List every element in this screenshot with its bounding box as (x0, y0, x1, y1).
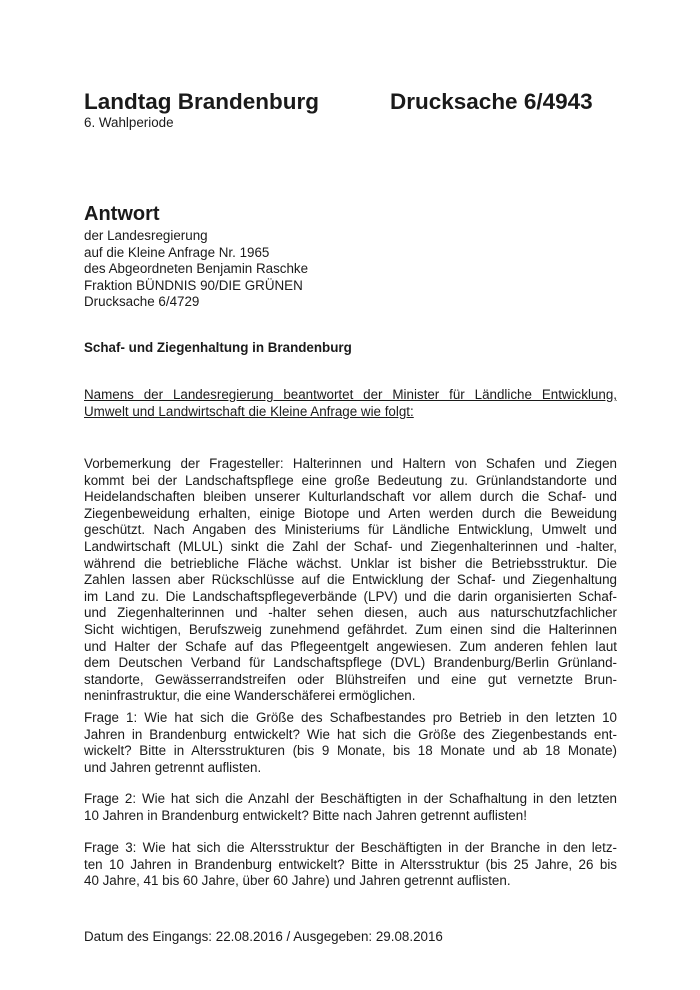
text-line: Zahlen lassen aber Rückschlüsse auf die Entwicklung der Schaf- und Ziegenhaltung (84, 572, 617, 588)
text-line: Ziegenbeweidung erhalten, einige Biotope und Arten werden durch die Beweidung (84, 505, 617, 521)
answer-heading: Antwort (84, 203, 160, 225)
text-line: standorte, Gewässerrandstreifen oder Blühstreifen und eine gut vernetzte Brun- (84, 671, 617, 687)
vorbemerkung-paragraph (84, 456, 617, 705)
text-line: während die betriebliche Fläche wächst. Unklar ist bisher die Betriebsstruktur. Die (84, 555, 617, 571)
text-line: des Abgeordneten Benjamin Raschke (84, 261, 309, 277)
text-line: Jahren in Brandenburg entwickelt? Wie hat sich die Größe des Ziegenbestands ent- (84, 726, 617, 742)
question-2-paragraph (84, 791, 617, 824)
text-line: auf die Kleine Anfrage Nr. 1965 (84, 244, 270, 260)
text-line: kommt bei der Landschaftspflege eine große Bedeutung zu. Grünlandstandorte und (84, 472, 617, 488)
text-line: im Land zu. Die Landschaftspflegeverbände (LPV) und die darin organisierten Schaf- (84, 588, 617, 604)
text-line: Sicht wichtigen, Berufszweig zunehmend gefährdet. Zum einen sind die Halterinnen (84, 621, 617, 637)
text-line: Fraktion BÜNDNIS 90/DIE GRÜNEN (84, 277, 303, 293)
text-line: Vorbemerkung der Fragesteller: Halterinnen und Haltern von Schafen und Ziegen (84, 456, 617, 471)
text-line: Umwelt und Landwirtschaft die Kleine Anfrage wie folgt: (84, 403, 414, 419)
legislative-period: 6. Wahlperiode (84, 115, 174, 130)
text-line: ten 10 Jahren in Brandenburg entwickelt? Bitte in Altersstruktur (bis 25 Jahre, 26 bis (84, 856, 617, 872)
text-line: Namens der Landesregierung beantwortet der Minister für Ländliche Entwicklung, (84, 387, 617, 402)
text-line: wickelt? Bitte in Altersstrukturen (bis 9 Monate, bis 18 Monate und ab 18 Monate) (84, 743, 617, 759)
drucksache-number: Drucksache 6/4943 (390, 89, 593, 114)
institution-title: Landtag Brandenburg (84, 89, 319, 114)
text-line: Frage 3: Wie hat sich die Altersstruktur der Beschäftigten in der Branche in den letz- (84, 840, 617, 855)
footer-dates: Datum des Eingangs: 22.08.2016 / Ausgegeben: 29.08.2016 (84, 929, 443, 944)
text-line: Frage 2: Wie hat sich die Anzahl der Beschäftigten in der Schafhaltung in den letzten (84, 791, 617, 806)
text-line: der Landesregierung (84, 228, 208, 243)
text-line: dem Deutschen Verband für Landschaftspflege (DVL) Brandenburg/Berlin Grünland- (84, 655, 617, 671)
subject-line: Schaf- und Ziegenhaltung in Brandenburg (84, 340, 352, 355)
text-line: Heidelandschaften bleiben unserer Kulturlandschaft vor allem durch die Schaf- und (84, 489, 617, 505)
text-line: und Jahren getrennt auflisten. (84, 759, 262, 775)
text-line: 10 Jahren in Brandenburg entwickelt? Bitte nach Jahren getrennt auflisten! (84, 807, 527, 823)
text-line: Frage 1: Wie hat sich die Größe des Schafbestandes pro Betrieb in den letzten 10 (84, 710, 617, 725)
text-line: und Ziegenhalterinnen und -halter sehen diesen, auch aus naturschutzfachlicher (84, 605, 617, 621)
text-line: Landwirtschaft (MLUL) sinkt die Zahl der Schaf- und Ziegenhalterinnen und -halter, (84, 538, 617, 554)
text-line: geschützt. Nach Angaben des Ministeriums für Ländliche Entwicklung, Umwelt und (84, 522, 617, 538)
question-1-paragraph (84, 710, 617, 776)
question-3-paragraph (84, 840, 617, 890)
answer-recipient-block (84, 228, 617, 311)
text-line: Drucksache 6/4729 (84, 294, 200, 310)
text-line: neninfrastruktur, die eine Wanderschäferei ermöglichen. (84, 688, 416, 704)
text-line: und Halter der Schafe auf das Pflegeentgelt angewiesen. Zum anderen fehlen laut (84, 638, 617, 654)
preamble-paragraph (84, 387, 617, 420)
text-line: 40 Jahre, 41 bis 60 Jahre, über 60 Jahre) und Jahren getrennt auflisten. (84, 873, 511, 889)
